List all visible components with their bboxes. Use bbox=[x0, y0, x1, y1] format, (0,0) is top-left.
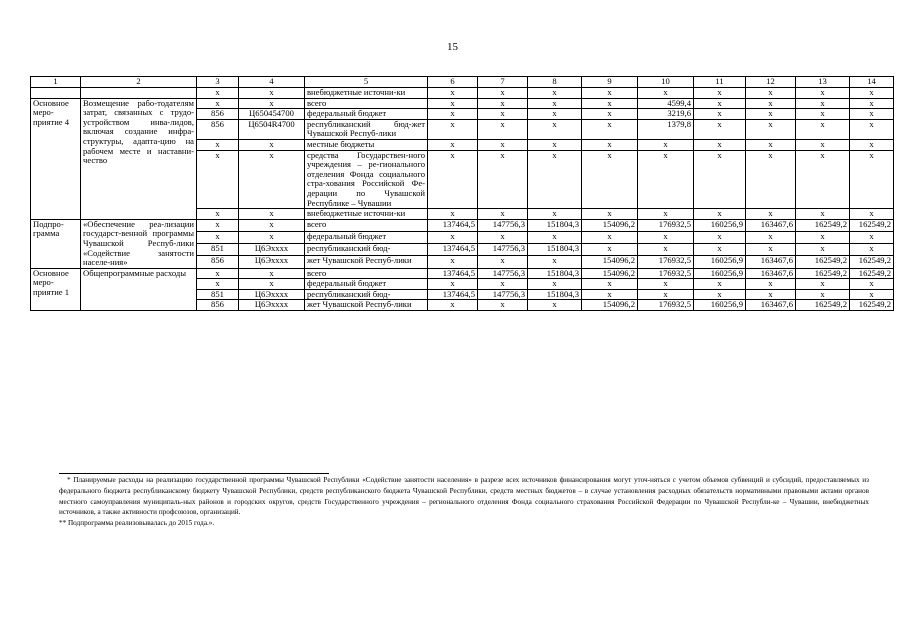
amount-cell: x bbox=[528, 119, 582, 139]
code-cell: 856 bbox=[197, 109, 239, 120]
footnote-1: * Планируемые расходы на реализацию государственной программы Чувашской Республики «Содействие занятости населения» в разрезе всех источников финансирования могут уточ-няться с учетом объемов субвенций и субсидий, предоставляемых из федерального бюджета республиканскому бюджету Чувашской Республики, средств республиканского бюджета Чувашской Республики, средств местных бюджетов – в случае установления расходных обязательств нормативными правовыми актами органов местного самоуправления муниципаль-ных районов и городских округов, средств Государственного учреждения – регионального отделения Фонда социального страхования Российской Федерации по Чувашской Республи-ке – Чувашии, внебюджетных источников, а также активности профсоюзов, организаций. bbox=[59, 476, 869, 517]
source-cell: республиканский бюд- bbox=[305, 289, 428, 300]
amount-cell: 1379,8 bbox=[638, 119, 694, 139]
activity-name: Общепрограммные расходы bbox=[81, 268, 197, 310]
amount-cell: x bbox=[428, 119, 478, 139]
source-cell: всего bbox=[305, 219, 428, 231]
amount-cell: x bbox=[528, 88, 582, 99]
amount-cell: x bbox=[638, 139, 694, 150]
amount-cell: x bbox=[746, 209, 796, 220]
amount-cell: x bbox=[850, 88, 894, 99]
column-header: 1 bbox=[31, 77, 81, 88]
kbk-cell: x bbox=[239, 88, 305, 99]
amount-cell: 163467,6 bbox=[746, 300, 796, 311]
table-row bbox=[31, 268, 894, 279]
amount-cell: x bbox=[428, 109, 478, 120]
amount-cell: x bbox=[428, 98, 478, 109]
amount-cell: x bbox=[796, 244, 850, 256]
amount-cell: 154096,2 bbox=[582, 268, 638, 279]
kbk-cell: x bbox=[239, 150, 305, 209]
table-row bbox=[31, 219, 894, 231]
source-cell: республиканский бюд- bbox=[305, 244, 428, 256]
amount-cell: x bbox=[850, 150, 894, 209]
amount-cell: x bbox=[638, 150, 694, 209]
empty-cell bbox=[31, 88, 81, 99]
amount-cell: x bbox=[582, 289, 638, 300]
amount-cell: x bbox=[638, 279, 694, 290]
amount-cell: x bbox=[428, 300, 478, 311]
column-header: 7 bbox=[478, 77, 528, 88]
amount-cell: x bbox=[694, 244, 746, 256]
amount-cell: 147756,3 bbox=[478, 244, 528, 256]
column-header: 5 bbox=[305, 77, 428, 88]
amount-cell: x bbox=[582, 209, 638, 220]
amount-cell: x bbox=[582, 279, 638, 290]
source-cell: внебюджетные источни-ки bbox=[305, 209, 428, 220]
amount-cell: 147756,3 bbox=[478, 219, 528, 231]
amount-cell: x bbox=[478, 109, 528, 120]
code-cell: x bbox=[197, 139, 239, 150]
amount-cell: x bbox=[638, 88, 694, 99]
amount-cell: x bbox=[638, 209, 694, 220]
amount-cell: 151804,3 bbox=[528, 219, 582, 231]
amount-cell: x bbox=[796, 231, 850, 243]
kbk-cell: x bbox=[239, 279, 305, 290]
amount-cell: x bbox=[850, 109, 894, 120]
amount-cell: x bbox=[582, 98, 638, 109]
amount-cell: x bbox=[428, 279, 478, 290]
amount-cell: x bbox=[694, 98, 746, 109]
column-header: 13 bbox=[796, 77, 850, 88]
amount-cell: 162549,2 bbox=[796, 219, 850, 231]
amount-cell: x bbox=[796, 88, 850, 99]
amount-cell: 160256,9 bbox=[694, 268, 746, 279]
code-cell: 856 bbox=[197, 119, 239, 139]
amount-cell: 137464,5 bbox=[428, 268, 478, 279]
amount-cell: x bbox=[428, 150, 478, 209]
activity-label: Основное меро-приятие 1 bbox=[31, 268, 81, 310]
amount-cell: x bbox=[850, 231, 894, 243]
code-cell: x bbox=[197, 219, 239, 231]
amount-cell: x bbox=[850, 209, 894, 220]
amount-cell: 162549,2 bbox=[796, 256, 850, 268]
amount-cell: x bbox=[850, 279, 894, 290]
amount-cell: 137464,5 bbox=[428, 244, 478, 256]
kbk-cell: x bbox=[239, 231, 305, 243]
kbk-cell: Ц6Эxxxx bbox=[239, 256, 305, 268]
amount-cell: 160256,9 bbox=[694, 256, 746, 268]
amount-cell: 176932,5 bbox=[638, 300, 694, 311]
amount-cell: x bbox=[528, 150, 582, 209]
subprogram-name: «Обеспечение реа-лизации государст-венной программы Чувашской Респуб-лики «Содействие занятости населе-ния» bbox=[81, 219, 197, 268]
amount-cell: x bbox=[796, 119, 850, 139]
amount-cell: x bbox=[428, 209, 478, 220]
amount-cell: x bbox=[478, 88, 528, 99]
amount-cell: x bbox=[746, 109, 796, 120]
code-cell: x bbox=[197, 98, 239, 109]
amount-cell: x bbox=[694, 119, 746, 139]
amount-cell: 162549,2 bbox=[850, 300, 894, 311]
amount-cell: x bbox=[746, 231, 796, 243]
table-row bbox=[31, 88, 894, 99]
amount-cell: 151804,3 bbox=[528, 268, 582, 279]
amount-cell: x bbox=[478, 209, 528, 220]
amount-cell: 154096,2 bbox=[582, 219, 638, 231]
amount-cell: x bbox=[850, 139, 894, 150]
amount-cell: 137464,5 bbox=[428, 219, 478, 231]
amount-cell: 162549,2 bbox=[796, 300, 850, 311]
amount-cell: 147756,3 bbox=[478, 289, 528, 300]
amount-cell: 3219,6 bbox=[638, 109, 694, 120]
amount-cell: 162549,2 bbox=[850, 256, 894, 268]
amount-cell: x bbox=[796, 289, 850, 300]
source-cell: средства Государствен-ного учреждения – ре-гионального отделения Фонда социального стра-хования Российской Фе-дерации по Чувашской Республике – Чувашии bbox=[305, 150, 428, 209]
column-header: 9 bbox=[582, 77, 638, 88]
amount-cell: x bbox=[428, 231, 478, 243]
amount-cell: x bbox=[796, 150, 850, 209]
kbk-cell: x bbox=[239, 219, 305, 231]
amount-cell: x bbox=[746, 119, 796, 139]
footnote-2: ** Подпрограмма реализовывалась до 2015 года.». bbox=[59, 519, 215, 528]
amount-cell: 162549,2 bbox=[850, 219, 894, 231]
amount-cell: x bbox=[746, 289, 796, 300]
code-cell: 851 bbox=[197, 289, 239, 300]
amount-cell: x bbox=[478, 279, 528, 290]
amount-cell: x bbox=[428, 139, 478, 150]
amount-cell: x bbox=[694, 109, 746, 120]
amount-cell: x bbox=[694, 139, 746, 150]
amount-cell: x bbox=[428, 256, 478, 268]
amount-cell: x bbox=[528, 300, 582, 311]
source-cell: жет Чувашской Респуб-лики bbox=[305, 300, 428, 311]
kbk-cell: Ц650454700 bbox=[239, 109, 305, 120]
amount-cell: x bbox=[478, 256, 528, 268]
code-cell: x bbox=[197, 209, 239, 220]
kbk-cell: Ц6504R4700 bbox=[239, 119, 305, 139]
amount-cell: x bbox=[796, 109, 850, 120]
amount-cell: 151804,3 bbox=[528, 244, 582, 256]
amount-cell: x bbox=[796, 139, 850, 150]
amount-cell: x bbox=[582, 244, 638, 256]
amount-cell: x bbox=[478, 98, 528, 109]
column-header: 3 bbox=[197, 77, 239, 88]
amount-cell: 151804,3 bbox=[528, 289, 582, 300]
amount-cell: x bbox=[528, 279, 582, 290]
amount-cell: x bbox=[850, 98, 894, 109]
amount-cell: x bbox=[582, 119, 638, 139]
budget-table bbox=[30, 76, 894, 311]
kbk-cell: x bbox=[239, 209, 305, 220]
kbk-cell: x bbox=[239, 268, 305, 279]
amount-cell: x bbox=[428, 88, 478, 99]
code-cell: x bbox=[197, 279, 239, 290]
amount-cell: x bbox=[694, 209, 746, 220]
amount-cell: 154096,2 bbox=[582, 256, 638, 268]
amount-cell: x bbox=[528, 256, 582, 268]
amount-cell: x bbox=[746, 98, 796, 109]
kbk-cell: Ц6Эxxxx bbox=[239, 244, 305, 256]
kbk-cell: x bbox=[239, 139, 305, 150]
amount-cell: x bbox=[746, 279, 796, 290]
amount-cell: x bbox=[694, 231, 746, 243]
column-header: 6 bbox=[428, 77, 478, 88]
column-header: 2 bbox=[81, 77, 197, 88]
amount-cell: x bbox=[796, 98, 850, 109]
amount-cell: x bbox=[850, 244, 894, 256]
amount-cell: 160256,9 bbox=[694, 219, 746, 231]
source-cell: всего bbox=[305, 268, 428, 279]
amount-cell: x bbox=[478, 231, 528, 243]
amount-cell: x bbox=[478, 119, 528, 139]
amount-cell: x bbox=[796, 279, 850, 290]
table-row bbox=[31, 98, 894, 109]
amount-cell: x bbox=[528, 139, 582, 150]
amount-cell: 154096,2 bbox=[582, 300, 638, 311]
amount-cell: x bbox=[638, 244, 694, 256]
code-cell: x bbox=[197, 150, 239, 209]
amount-cell: 137464,5 bbox=[428, 289, 478, 300]
code-cell: 856 bbox=[197, 300, 239, 311]
amount-cell: x bbox=[638, 231, 694, 243]
amount-cell: 176932,5 bbox=[638, 219, 694, 231]
code-cell: x bbox=[197, 231, 239, 243]
amount-cell: x bbox=[582, 231, 638, 243]
source-cell: федеральный бюджет bbox=[305, 109, 428, 120]
code-cell: x bbox=[197, 268, 239, 279]
amount-cell: x bbox=[746, 150, 796, 209]
column-header: 14 bbox=[850, 77, 894, 88]
amount-cell: x bbox=[478, 300, 528, 311]
amount-cell: x bbox=[582, 150, 638, 209]
amount-cell: x bbox=[528, 98, 582, 109]
source-cell: местные бюджеты bbox=[305, 139, 428, 150]
kbk-cell: x bbox=[239, 98, 305, 109]
activity-label: Основное меро-приятие 4 bbox=[31, 98, 81, 219]
amount-cell: x bbox=[478, 139, 528, 150]
amount-cell: x bbox=[694, 150, 746, 209]
amount-cell: x bbox=[694, 279, 746, 290]
source-cell: жет Чувашской Респуб-лики bbox=[305, 256, 428, 268]
amount-cell: x bbox=[528, 109, 582, 120]
amount-cell: x bbox=[796, 209, 850, 220]
column-header: 10 bbox=[638, 77, 694, 88]
activity-name: Возмещение рабо-тодателям затрат, связанных с трудо-устройством инва-лидов, включая создание инфра-структуры, адапта-цию на рабочем месте и наставни-чество bbox=[81, 98, 197, 219]
column-header: 11 bbox=[694, 77, 746, 88]
kbk-cell: Ц6Эxxxx bbox=[239, 300, 305, 311]
amount-cell: 4599,4 bbox=[638, 98, 694, 109]
footnote-separator bbox=[59, 473, 329, 474]
amount-cell: 163467,6 bbox=[746, 256, 796, 268]
amount-cell: 147756,3 bbox=[478, 268, 528, 279]
column-header: 4 bbox=[239, 77, 305, 88]
footnotes bbox=[59, 475, 869, 529]
amount-cell: x bbox=[638, 289, 694, 300]
amount-cell: 162549,2 bbox=[796, 268, 850, 279]
amount-cell: x bbox=[850, 289, 894, 300]
source-cell: федеральный бюджет bbox=[305, 231, 428, 243]
page-number: 15 bbox=[447, 41, 458, 53]
amount-cell: x bbox=[850, 119, 894, 139]
amount-cell: 162549,2 bbox=[850, 268, 894, 279]
amount-cell: x bbox=[582, 109, 638, 120]
source-cell: федеральный бюджет bbox=[305, 279, 428, 290]
code-cell: 851 bbox=[197, 244, 239, 256]
header-row bbox=[31, 77, 894, 88]
amount-cell: x bbox=[528, 209, 582, 220]
empty-cell bbox=[81, 88, 197, 99]
subprogram-label: Подпро-грамма bbox=[31, 219, 81, 268]
source-cell: республиканский бюд-жет Чувашской Респуб-лики bbox=[305, 119, 428, 139]
column-header: 8 bbox=[528, 77, 582, 88]
code-cell: x bbox=[197, 88, 239, 99]
column-header: 12 bbox=[746, 77, 796, 88]
amount-cell: x bbox=[478, 150, 528, 209]
amount-cell: 163467,6 bbox=[746, 268, 796, 279]
source-cell: внебюджетные источни-ки bbox=[305, 88, 428, 99]
amount-cell: x bbox=[582, 139, 638, 150]
amount-cell: 176932,5 bbox=[638, 256, 694, 268]
amount-cell: x bbox=[746, 139, 796, 150]
kbk-cell: Ц6Эxxxx bbox=[239, 289, 305, 300]
amount-cell: 176932,5 bbox=[638, 268, 694, 279]
amount-cell: x bbox=[528, 231, 582, 243]
amount-cell: x bbox=[746, 244, 796, 256]
amount-cell: x bbox=[582, 88, 638, 99]
amount-cell: 163467,6 bbox=[746, 219, 796, 231]
amount-cell: x bbox=[694, 88, 746, 99]
amount-cell: x bbox=[746, 88, 796, 99]
amount-cell: x bbox=[694, 289, 746, 300]
code-cell: 856 bbox=[197, 256, 239, 268]
source-cell: всего bbox=[305, 98, 428, 109]
amount-cell: 160256,9 bbox=[694, 300, 746, 311]
